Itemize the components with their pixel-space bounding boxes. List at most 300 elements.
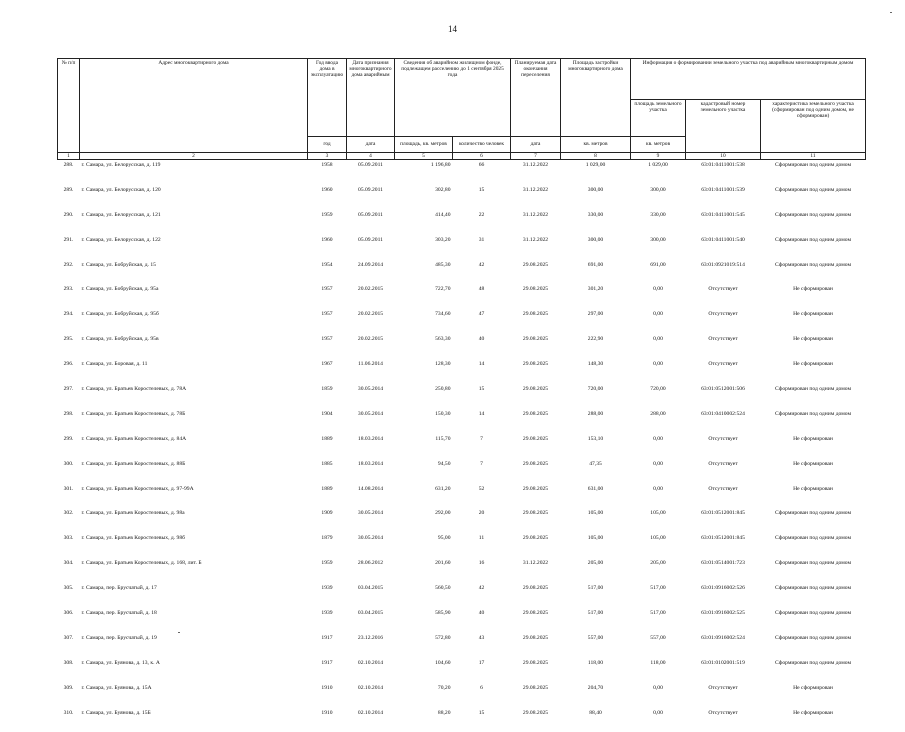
people-cell: 31 (453, 235, 511, 260)
row-number: 295. (58, 334, 80, 359)
table-row (58, 434, 866, 459)
column-number: 2 (80, 153, 308, 160)
address-cell: г. Самара, ул. Белорусская, д. 120 (80, 185, 308, 210)
people-cell: 42 (453, 583, 511, 608)
land-area-cell: 1 029,00 (631, 160, 686, 185)
land-area-cell: 0,00 (631, 484, 686, 509)
address-cell: г. Самара, ул. Братьев Коростелевых, д. 78А (80, 384, 308, 409)
year-cell: 1939 (308, 608, 347, 633)
recognition-date-cell: 24.09.2014 (347, 260, 395, 285)
row-number: 289. (58, 185, 80, 210)
column-number: 1 (58, 153, 80, 160)
year-cell: 1957 (308, 284, 347, 309)
unit-year: год (308, 137, 347, 153)
build-area-cell: 105,00 (561, 533, 631, 558)
unit-land-area: кв. метров (631, 137, 686, 153)
recognition-date-cell: 30.05.2014 (347, 384, 395, 409)
people-cell: 6 (453, 683, 511, 708)
area-cell: 150,30 (395, 409, 453, 434)
column-number: 8 (561, 153, 631, 160)
planned-date-cell: 29.08.2025 (511, 484, 561, 509)
recognition-date-cell: 02.10.2014 (347, 658, 395, 683)
recognition-date-cell: 02.10.2014 (347, 683, 395, 708)
planned-date-cell: 29.08.2025 (511, 508, 561, 533)
cadastral-cell: 63:01:0411001:545 (686, 210, 761, 235)
row-number: 293. (58, 284, 80, 309)
column-number: 11 (761, 153, 866, 160)
planned-date-cell: 29.08.2025 (511, 683, 561, 708)
recognition-date-cell: 11.06.2014 (347, 359, 395, 384)
recognition-date-cell: 03.04.2015 (347, 583, 395, 608)
build-area-cell: 153,10 (561, 434, 631, 459)
year-cell: 1910 (308, 708, 347, 732)
cadastral-cell: 63:01:0512001:845 (686, 533, 761, 558)
land-area-cell: 105,00 (631, 508, 686, 533)
row-number: 291. (58, 235, 80, 260)
characteristic-cell: Не сформирован (761, 484, 866, 509)
people-cell: 48 (453, 284, 511, 309)
land-area-cell: 205,00 (631, 558, 686, 583)
area-cell: 250,80 (395, 384, 453, 409)
area-cell: 572,80 (395, 633, 453, 658)
recognition-date-cell: 05.09.2011 (347, 185, 395, 210)
build-area-cell: 631,00 (561, 484, 631, 509)
people-cell: 66 (453, 160, 511, 185)
row-number: 298. (58, 409, 80, 434)
characteristic-cell: Не сформирован (761, 309, 866, 334)
table-row (58, 235, 866, 260)
header-planned-date: Планируемая дата окончания переселения (511, 59, 561, 137)
people-cell: 52 (453, 484, 511, 509)
build-area-cell: 105,00 (561, 508, 631, 533)
unit-area: площадь, кв. метров (395, 137, 453, 153)
year-cell: 1967 (308, 359, 347, 384)
table-row (58, 210, 866, 235)
area-cell: 104,60 (395, 658, 453, 683)
planned-date-cell: 31.12.2022 (511, 235, 561, 260)
year-cell: 1889 (308, 434, 347, 459)
year-cell: 1960 (308, 235, 347, 260)
recognition-date-cell: 02.10.2014 (347, 708, 395, 732)
address-cell: г. Самара, ул. Бобруйская, д. 15 (80, 260, 308, 285)
row-number: 303. (58, 533, 80, 558)
header-land-group: Информация о формировании земельного участка под аварийным многоквартирным домом (631, 59, 866, 100)
characteristic-cell: Не сформирован (761, 683, 866, 708)
people-cell: 40 (453, 608, 511, 633)
characteristic-cell: Сформирован под одним домом (761, 210, 866, 235)
recognition-date-cell: 20.02.2015 (347, 334, 395, 359)
people-cell: 17 (453, 658, 511, 683)
cadastral-cell: Отсутствует (686, 459, 761, 484)
table-row (58, 484, 866, 509)
build-area-cell: 300,00 (561, 185, 631, 210)
header-year: Год ввода дома в эксплуатацию (308, 59, 347, 137)
cadastral-cell: 63:01:0916002:525 (686, 608, 761, 633)
land-area-cell: 0,00 (631, 284, 686, 309)
address-cell: г. Самара, ул. Братьев Коростелевых, д. 84А (80, 434, 308, 459)
planned-date-cell: 29.08.2025 (511, 384, 561, 409)
characteristic-cell: Сформирован под одним домом (761, 658, 866, 683)
recognition-date-cell: 18.03.2014 (347, 434, 395, 459)
people-cell: 7 (453, 434, 511, 459)
recognition-date-cell: 20.02.2015 (347, 284, 395, 309)
row-number: 296. (58, 359, 80, 384)
header-address: Адрес многоквартирного дома (80, 59, 308, 153)
address-cell: г. Самара, ул. Братьев Коростелевых, д. 98а (80, 508, 308, 533)
people-cell: 7 (453, 459, 511, 484)
cadastral-cell: Отсутствует (686, 309, 761, 334)
header-build-area: Площадь застройки многоквартирного дома (561, 59, 631, 137)
people-cell: 42 (453, 260, 511, 285)
cadastral-cell: 63:01:0921019:514 (686, 260, 761, 285)
recognition-date-cell: 03.04.2015 (347, 608, 395, 633)
planned-date-cell: 29.08.2025 (511, 533, 561, 558)
table-row (58, 459, 866, 484)
cadastral-cell: Отсутствует (686, 434, 761, 459)
table-row (58, 160, 866, 185)
planned-date-cell: 29.08.2025 (511, 334, 561, 359)
row-number: 310. (58, 708, 80, 732)
area-cell: 95,00 (395, 533, 453, 558)
address-cell: г. Самара, ул. Братьев Коростелевых, д. 88Б (80, 459, 308, 484)
characteristic-cell: Не сформирован (761, 459, 866, 484)
row-number: 308. (58, 658, 80, 683)
characteristic-cell: Не сформирован (761, 434, 866, 459)
cadastral-cell: 63:01:0411001:539 (686, 185, 761, 210)
column-number: 4 (347, 153, 395, 160)
scan-mark (178, 632, 180, 633)
characteristic-cell: Не сформирован (761, 708, 866, 732)
year-cell: 1879 (308, 533, 347, 558)
recognition-date-cell: 05.09.2011 (347, 235, 395, 260)
characteristic-cell: Сформирован под одним домом (761, 508, 866, 533)
people-cell: 43 (453, 633, 511, 658)
table-row (58, 508, 866, 533)
row-number: 292. (58, 260, 80, 285)
characteristic-cell: Сформирован под одним домом (761, 160, 866, 185)
address-cell: г. Самара, ул. Белорусская, д. 119 (80, 160, 308, 185)
build-area-cell: 517,00 (561, 608, 631, 633)
cadastral-cell: 63:01:0916002:526 (686, 583, 761, 608)
land-area-cell: 517,00 (631, 583, 686, 608)
planned-date-cell: 31.12.2022 (511, 160, 561, 185)
table-row (58, 708, 866, 732)
address-cell: г. Самара, ул. Буянова, д. 15А (80, 683, 308, 708)
area-cell: 94,50 (395, 459, 453, 484)
table-row (58, 260, 866, 285)
cadastral-cell: Отсутствует (686, 683, 761, 708)
area-cell: 734,60 (395, 309, 453, 334)
area-cell: 563,30 (395, 334, 453, 359)
cadastral-cell: 63:01:0916002:524 (686, 633, 761, 658)
land-area-cell: 720,00 (631, 384, 686, 409)
table-row (58, 309, 866, 334)
cadastral-cell: Отсутствует (686, 359, 761, 384)
area-cell: 302,80 (395, 185, 453, 210)
planned-date-cell: 29.08.2025 (511, 459, 561, 484)
address-cell: г. Самара, ул. Бобруйская, д. 95а (80, 284, 308, 309)
build-area-cell: 205,00 (561, 558, 631, 583)
header-recognition-date: Дата признания многоквартирного дома аварийным (347, 59, 395, 137)
year-cell: 1939 (308, 583, 347, 608)
recognition-date-cell: 20.02.2015 (347, 309, 395, 334)
area-cell: 128,30 (395, 359, 453, 384)
unit-build-area: кв. метров (561, 137, 631, 153)
cadastral-cell: Отсутствует (686, 284, 761, 309)
land-area-cell: 0,00 (631, 708, 686, 732)
cadastral-cell: 63:01:0411001:540 (686, 235, 761, 260)
year-cell: 1959 (308, 558, 347, 583)
planned-date-cell: 29.08.2025 (511, 409, 561, 434)
build-area-cell: 720,00 (561, 384, 631, 409)
table-row (58, 533, 866, 558)
year-cell: 1959 (308, 210, 347, 235)
area-cell: 722,70 (395, 284, 453, 309)
people-cell: 22 (453, 210, 511, 235)
row-number: 294. (58, 309, 80, 334)
unit-planned: дата (511, 137, 561, 153)
cadastral-cell: 63:01:0410002:524 (686, 409, 761, 434)
planned-date-cell: 29.08.2025 (511, 633, 561, 658)
people-cell: 15 (453, 384, 511, 409)
recognition-date-cell: 30.05.2014 (347, 409, 395, 434)
row-number: 305. (58, 583, 80, 608)
cadastral-cell: 63:01:0411001:538 (686, 160, 761, 185)
build-area-cell: 204,70 (561, 683, 631, 708)
year-cell: 1957 (308, 309, 347, 334)
land-area-cell: 0,00 (631, 683, 686, 708)
table-row (58, 284, 866, 309)
characteristic-cell: Сформирован под одним домом (761, 409, 866, 434)
land-area-cell: 330,00 (631, 210, 686, 235)
characteristic-cell: Сформирован под одним домом (761, 633, 866, 658)
area-cell: 1 196,80 (395, 160, 453, 185)
area-cell: 485,30 (395, 260, 453, 285)
planned-date-cell: 31.12.2022 (511, 185, 561, 210)
address-cell: г. Самара, ул. Боровая, д. 11 (80, 359, 308, 384)
year-cell: 1917 (308, 633, 347, 658)
unit-date: дата (347, 137, 395, 153)
land-area-cell: 0,00 (631, 359, 686, 384)
recognition-date-cell: 05.09.2011 (347, 210, 395, 235)
build-area-cell: 297,00 (561, 309, 631, 334)
header-num: № п/п (58, 59, 80, 153)
area-cell: 414,40 (395, 210, 453, 235)
build-area-cell: 288,00 (561, 409, 631, 434)
area-cell: 115,70 (395, 434, 453, 459)
address-cell: г. Самара, ул. Белорусская, д. 122 (80, 235, 308, 260)
recognition-date-cell: 30.05.2014 (347, 533, 395, 558)
cadastral-cell: Отсутствует (686, 484, 761, 509)
land-area-cell: 0,00 (631, 459, 686, 484)
recognition-date-cell: 23.12.2016 (347, 633, 395, 658)
column-number: 3 (308, 153, 347, 160)
characteristic-cell: Не сформирован (761, 359, 866, 384)
planned-date-cell: 29.08.2025 (511, 309, 561, 334)
land-area-cell: 517,00 (631, 608, 686, 633)
address-cell: г. Самара, пер. Брусчатый, д. 19 (80, 633, 308, 658)
header-characteristic: характеристика земельного участка (сформирован под одним домом, не сформирован) (761, 100, 866, 153)
row-number: 288. (58, 160, 80, 185)
unit-people: количество человек (453, 137, 511, 153)
planned-date-cell: 31.12.2022 (511, 210, 561, 235)
year-cell: 1889 (308, 484, 347, 509)
address-cell: г. Самара, пер. Брусчатый, д. 18 (80, 608, 308, 633)
year-cell: 1859 (308, 384, 347, 409)
header-cadastral: кадастровый номер земельного участка (686, 100, 761, 153)
address-cell: г. Самара, пер. Брусчатый, д. 17 (80, 583, 308, 608)
land-area-cell: 105,00 (631, 533, 686, 558)
people-cell: 11 (453, 533, 511, 558)
area-cell: 303,20 (395, 235, 453, 260)
cadastral-cell: 63:01:0102001:519 (686, 658, 761, 683)
characteristic-cell: Сформирован под одним домом (761, 260, 866, 285)
recognition-date-cell: 05.09.2011 (347, 160, 395, 185)
people-cell: 47 (453, 309, 511, 334)
year-cell: 1909 (308, 508, 347, 533)
land-area-cell: 557,00 (631, 633, 686, 658)
cadastral-cell: 63:01:0512001:506 (686, 384, 761, 409)
area-cell: 292,00 (395, 508, 453, 533)
people-cell: 40 (453, 334, 511, 359)
characteristic-cell: Сформирован под одним домом (761, 235, 866, 260)
address-cell: г. Самара, ул. Буянова, д. 15Б (80, 708, 308, 732)
people-cell: 14 (453, 359, 511, 384)
area-cell: 88,20 (395, 708, 453, 732)
area-cell: 560,50 (395, 583, 453, 608)
recognition-date-cell: 18.03.2014 (347, 459, 395, 484)
cadastral-cell: Отсутствует (686, 708, 761, 732)
year-cell: 1958 (308, 160, 347, 185)
table-row (58, 185, 866, 210)
planned-date-cell: 29.08.2025 (511, 359, 561, 384)
year-cell: 1957 (308, 334, 347, 359)
address-cell: г. Самара, ул. Белорусская, д. 121 (80, 210, 308, 235)
land-area-cell: 0,00 (631, 434, 686, 459)
planned-date-cell: 29.08.2025 (511, 434, 561, 459)
recognition-date-cell: 30.05.2014 (347, 508, 395, 533)
table-row (58, 658, 866, 683)
land-area-cell: 288,00 (631, 409, 686, 434)
planned-date-cell: 29.08.2025 (511, 658, 561, 683)
land-area-cell: 691,00 (631, 260, 686, 285)
row-number: 306. (58, 608, 80, 633)
characteristic-cell: Сформирован под одним домом (761, 384, 866, 409)
table-row (58, 583, 866, 608)
emergency-housing-table (57, 58, 866, 732)
build-area-cell: 301,20 (561, 284, 631, 309)
characteristic-cell: Сформирован под одним домом (761, 608, 866, 633)
address-cell: г. Самара, ул. Братьев Коростелевых, д. 98б (80, 533, 308, 558)
recognition-date-cell: 28.06.2012 (347, 558, 395, 583)
year-cell: 1904 (308, 409, 347, 434)
planned-date-cell: 29.08.2025 (511, 708, 561, 732)
address-cell: г. Самара, ул. Бобруйская, д. 95в (80, 334, 308, 359)
address-cell: г. Самара, ул. Буянова, д. 13, к. А (80, 658, 308, 683)
row-number: 304. (58, 558, 80, 583)
row-number: 309. (58, 683, 80, 708)
row-number: 307. (58, 633, 80, 658)
build-area-cell: 88,40 (561, 708, 631, 732)
planned-date-cell: 29.08.2025 (511, 608, 561, 633)
year-cell: 1885 (308, 459, 347, 484)
cadastral-cell: Отсутствует (686, 334, 761, 359)
row-number: 301. (58, 484, 80, 509)
characteristic-cell: Сформирован под одним домом (761, 558, 866, 583)
table-row (58, 359, 866, 384)
year-cell: 1960 (308, 185, 347, 210)
build-area-cell: 148,30 (561, 359, 631, 384)
row-number: 297. (58, 384, 80, 409)
build-area-cell: 118,00 (561, 658, 631, 683)
row-number: 300. (58, 459, 80, 484)
people-cell: 20 (453, 508, 511, 533)
cadastral-cell: 63:01:0512001:845 (686, 508, 761, 533)
header-fund-group: Сведения об аварийном жилищном фонде, подлежащем расселению до 1 сентября 2025 года (395, 59, 511, 137)
row-number: 302. (58, 508, 80, 533)
table-row (58, 384, 866, 409)
planned-date-cell: 29.08.2025 (511, 260, 561, 285)
column-number: 9 (631, 153, 686, 160)
characteristic-cell: Сформирован под одним домом (761, 583, 866, 608)
row-number: 299. (58, 434, 80, 459)
recognition-date-cell: 14.08.2014 (347, 484, 395, 509)
land-area-cell: 300,00 (631, 235, 686, 260)
planned-date-cell: 29.08.2025 (511, 583, 561, 608)
build-area-cell: 330,00 (561, 210, 631, 235)
area-cell: 201,60 (395, 558, 453, 583)
column-number: 5 (395, 153, 453, 160)
address-cell: г. Самара, ул. Братьев Коростелевых, д. 168, лит. Б (80, 558, 308, 583)
column-number: 6 (453, 153, 511, 160)
land-area-cell: 0,00 (631, 334, 686, 359)
cadastral-cell: 63:01:0514001:723 (686, 558, 761, 583)
year-cell: 1910 (308, 683, 347, 708)
column-number-row (58, 153, 866, 160)
table-row (58, 633, 866, 658)
land-area-cell: 300,00 (631, 185, 686, 210)
address-cell: г. Самара, ул. Бобруйская, д. 95б (80, 309, 308, 334)
characteristic-cell: Не сформирован (761, 284, 866, 309)
land-area-cell: 0,00 (631, 309, 686, 334)
table-row (58, 558, 866, 583)
table-row (58, 409, 866, 434)
table-row (58, 683, 866, 708)
characteristic-cell: Не сформирован (761, 334, 866, 359)
people-cell: 15 (453, 708, 511, 732)
table-row (58, 334, 866, 359)
people-cell: 15 (453, 185, 511, 210)
build-area-cell: 1 029,00 (561, 160, 631, 185)
people-cell: 14 (453, 409, 511, 434)
year-cell: 1917 (308, 658, 347, 683)
header-land-area: площадь земельного участка (631, 100, 686, 137)
build-area-cell: 300,00 (561, 235, 631, 260)
characteristic-cell: Сформирован под одним домом (761, 533, 866, 558)
build-area-cell: 517,00 (561, 583, 631, 608)
address-cell: г. Самара, ул. Братьев Коростелевых, д. 78Б (80, 409, 308, 434)
scan-mark (890, 12, 892, 13)
land-area-cell: 118,00 (631, 658, 686, 683)
planned-date-cell: 29.08.2025 (511, 284, 561, 309)
year-cell: 1954 (308, 260, 347, 285)
build-area-cell: 557,00 (561, 633, 631, 658)
build-area-cell: 691,00 (561, 260, 631, 285)
column-number: 7 (511, 153, 561, 160)
table-row (58, 608, 866, 633)
table-body (58, 160, 866, 732)
column-number: 10 (686, 153, 761, 160)
